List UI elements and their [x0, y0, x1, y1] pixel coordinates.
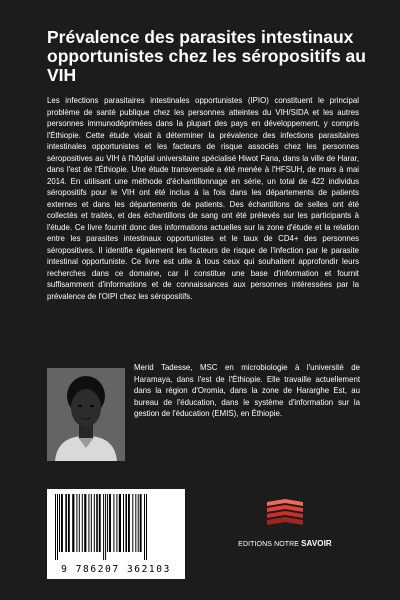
barcode-bar — [68, 494, 70, 552]
barcode-bar — [76, 494, 77, 552]
barcode-bar — [135, 494, 136, 552]
barcode-bar — [72, 494, 74, 552]
barcode-bar — [99, 494, 101, 552]
barcode-bar — [138, 494, 139, 552]
barcode-bar — [140, 494, 142, 552]
barcode-bar — [59, 494, 60, 552]
barcode-bar — [82, 494, 83, 552]
barcode-bar — [57, 494, 58, 560]
barcode-bar — [119, 494, 121, 552]
book-title: Prévalence des parasites intestinaux opportunistes chez les séropositifs au VIH — [47, 27, 366, 85]
barcode-bar — [61, 494, 63, 552]
author-bio: Merid Tadesse, MSC en microbiologie à l'université de Haramaya, dans l'est de l'Éthiopie. Elle travaille actuellement dans la région d'Oromia, dans la zone de Hararghe Est, au bureau de l'éducation, dans le système d'information sur la gestion de l'éducation (EMIS), en Éthiopie. — [134, 363, 360, 418]
barcode-bar — [84, 494, 86, 552]
book-stack-logo-icon — [263, 498, 307, 528]
barcode-bar — [132, 494, 133, 552]
barcode-bar — [109, 494, 111, 552]
barcode-bar — [94, 494, 95, 552]
publisher-name-bold: SAVOIR — [301, 539, 332, 548]
book-synopsis: Les infections parasitaires intestinales opportunistes (IPIO) constituent le principal problème de santé publique chez les personnes atteintes du VIH/SIDA et les autres personnes immunodéprimées dans la plupart des pays en développement, y compris l'Éthiopie. Cette étude visait à déterminer la prévalence des infections parasitaires intestinales opportunistes et les facteurs de risque associés chez les personnes séropositives au VIH à l'hôpital universitaire spécialisé Hiwot Fana, dans la ville de Harar, dans l'est de l'Éthiopie. Une étude transversale a été menée à l'HFSUH, de mars à mai 2014. En utilisant une méthode d'échantillonnage en série, un total de 422 individus séropositifs pour le VIH ont été inclus à la fois dans les départements de patients externes et dans les départements de patients. Des échantillons de selles ont été collectés et traités, et des échantillons de sang ont été prélevés sur les participants à l'étude. Ce livre fournit donc des informations actuelles sur la zone d'étude et la relation entre les parasites intestinaux opportunistes et le taux de CD4+ des personnes séropositives. Il identifie également les facteurs de risque de l'infection par le parasite intestinal opportuniste. Ce livre est utile à tous ceux qui souhaitent approfondir leurs recherches dans ce domaine, car il constitue une base d'information et fournit suffisamment d'informations et de connaissances aux personnes intéressées par la prévalence de l'OIPI chez les séropositifs. — [47, 96, 359, 301]
isbn-barcode — [47, 489, 185, 579]
barcode-bar — [88, 494, 89, 552]
barcode-bar — [146, 494, 147, 560]
barcode-bars — [53, 494, 179, 560]
barcode-bar — [123, 494, 124, 552]
barcode-bar — [79, 494, 80, 552]
barcode-bar — [144, 494, 145, 560]
publisher-name — [228, 539, 342, 548]
barcode-bar — [113, 494, 114, 552]
barcode-bar — [65, 494, 67, 552]
barcode-bar — [116, 494, 117, 552]
barcode-bar — [91, 494, 92, 552]
publisher-name-light: EDITIONS NOTRE — [238, 541, 302, 548]
barcode-bar — [55, 494, 56, 560]
barcode-bar — [105, 494, 106, 560]
barcode-bar — [96, 494, 98, 552]
barcode-bar — [125, 494, 127, 552]
barcode-bar — [103, 494, 104, 560]
barcode-bar — [107, 494, 108, 552]
author-photo — [47, 368, 125, 461]
barcode-bar — [128, 494, 130, 552]
isbn-number: 9 786207 362103 — [61, 564, 171, 575]
